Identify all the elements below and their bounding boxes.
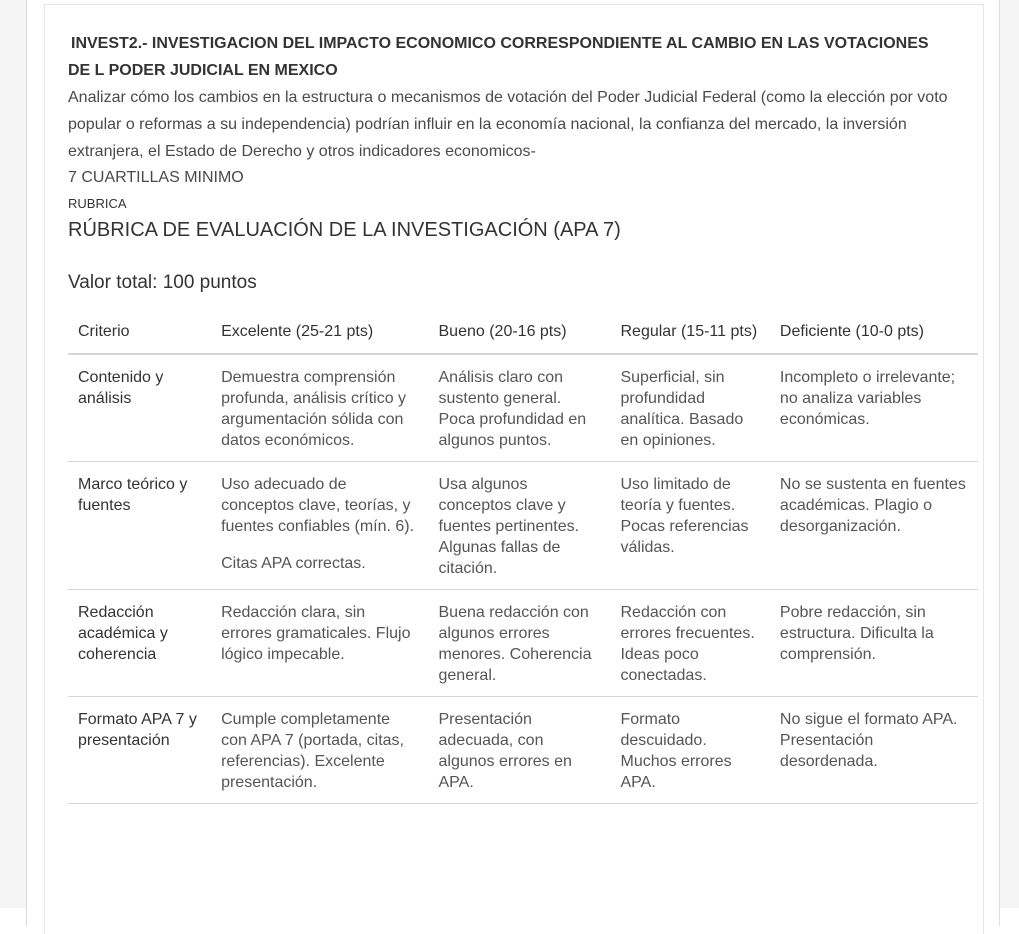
criterio-cell: Marco teórico y fuentes — [68, 462, 211, 590]
regular-cell: Uso limitado de teoría y fuentes. Pocas referencias válidas. — [610, 462, 769, 590]
header-criterio: Criterio — [68, 309, 211, 354]
excelente-extra-text: Citas APA correctas. — [221, 555, 366, 572]
excelente-cell — [211, 354, 428, 462]
table-row — [68, 697, 978, 804]
excelente-text: Demuestra comprensión profunda, análisis crítico y argumentación sólida con datos económicos. — [221, 369, 407, 449]
deficiente-cell: No sigue el formato APA. Presentación desordenada. — [770, 697, 978, 804]
deficiente-cell: Pobre redacción, sin estructura. Dificulta la comprensión. — [770, 590, 978, 697]
minimum-pages: 7 CUARTILLAS MINIMO — [68, 169, 244, 186]
regular-cell: Superficial, sin profundidad analítica. Basado en opiniones. — [610, 354, 769, 462]
table-row — [68, 590, 978, 697]
assignment-title-line1: INVEST2.- INVESTIGACION DEL IMPACTO ECONOMICO CORRESPONDIENTE AL CAMBIO EN LAS VOTACIONES — [71, 35, 929, 52]
table-row — [68, 462, 978, 590]
rubric-heading: RÚBRICA DE EVALUACIÓN DE LA INVESTIGACIÓN (APA 7) — [68, 219, 621, 241]
criterio-cell: Contenido y análisis — [68, 354, 211, 462]
assignment-title — [68, 30, 978, 84]
header-deficiente: Deficiente (10-0 pts) — [770, 309, 978, 354]
header-regular: Regular (15-11 pts) — [610, 309, 769, 354]
rubric-header-row — [68, 309, 978, 354]
regular-cell: Redacción con errores frecuentes. Ideas poco conectadas. — [610, 590, 769, 697]
excelente-text: Cumple completamente con APA 7 (portada, citas, referencias). Excelente presentación. — [221, 711, 404, 791]
bueno-cell: Análisis claro con sustento general. Poca profundidad en algunos puntos. — [429, 354, 611, 462]
header-excelente: Excelente (25-21 pts) — [211, 309, 428, 354]
excelente-cell — [211, 697, 428, 804]
bueno-cell: Usa algunos conceptos clave y fuentes pertinentes. Algunas fallas de citación. — [429, 462, 611, 590]
assignment-section — [68, 30, 978, 297]
excelente-text: Uso adecuado de conceptos clave, teorías, y fuentes confiables (mín. 6). — [221, 476, 415, 535]
excelente-cell — [211, 590, 428, 697]
table-row — [68, 354, 978, 462]
regular-cell: Formato descuidado. Muchos errores APA. — [610, 697, 769, 804]
assignment-title-line2: DE L PODER JUDICIAL EN MEXICO — [68, 62, 338, 79]
excelente-cell — [211, 462, 428, 590]
criterio-cell: Redacción académica y coherencia — [68, 590, 211, 697]
criterio-cell: Formato APA 7 y presentación — [68, 697, 211, 804]
rubric-total-value: Valor total: 100 puntos — [68, 272, 257, 293]
excelente-text: Redacción clara, sin errores gramaticales. Flujo lógico impecable. — [221, 604, 411, 663]
rubrica-label: RUBRICA — [68, 196, 127, 211]
assignment-description: Analizar cómo los cambios en la estructura o mecanismos de votación del Poder Judicial Federal (como la elección por voto popular o reformas a su independencia) podrían influir en la economía nacional, la confianza del mercado, la inversión extranjera, el Estado de Derecho y otros indicadores economicos- — [68, 89, 948, 160]
bueno-cell: Buena redacción con algunos errores menores. Coherencia general. — [429, 590, 611, 697]
rubric-table — [68, 309, 978, 804]
deficiente-cell: Incompleto o irrelevante; no analiza variables económicas. — [770, 354, 978, 462]
bueno-cell: Presentación adecuada, con algunos errores en APA. — [429, 697, 611, 804]
deficiente-cell: No se sustenta en fuentes académicas. Plagio o desorganización. — [770, 462, 978, 590]
header-bueno: Bueno (20-16 pts) — [429, 309, 611, 354]
